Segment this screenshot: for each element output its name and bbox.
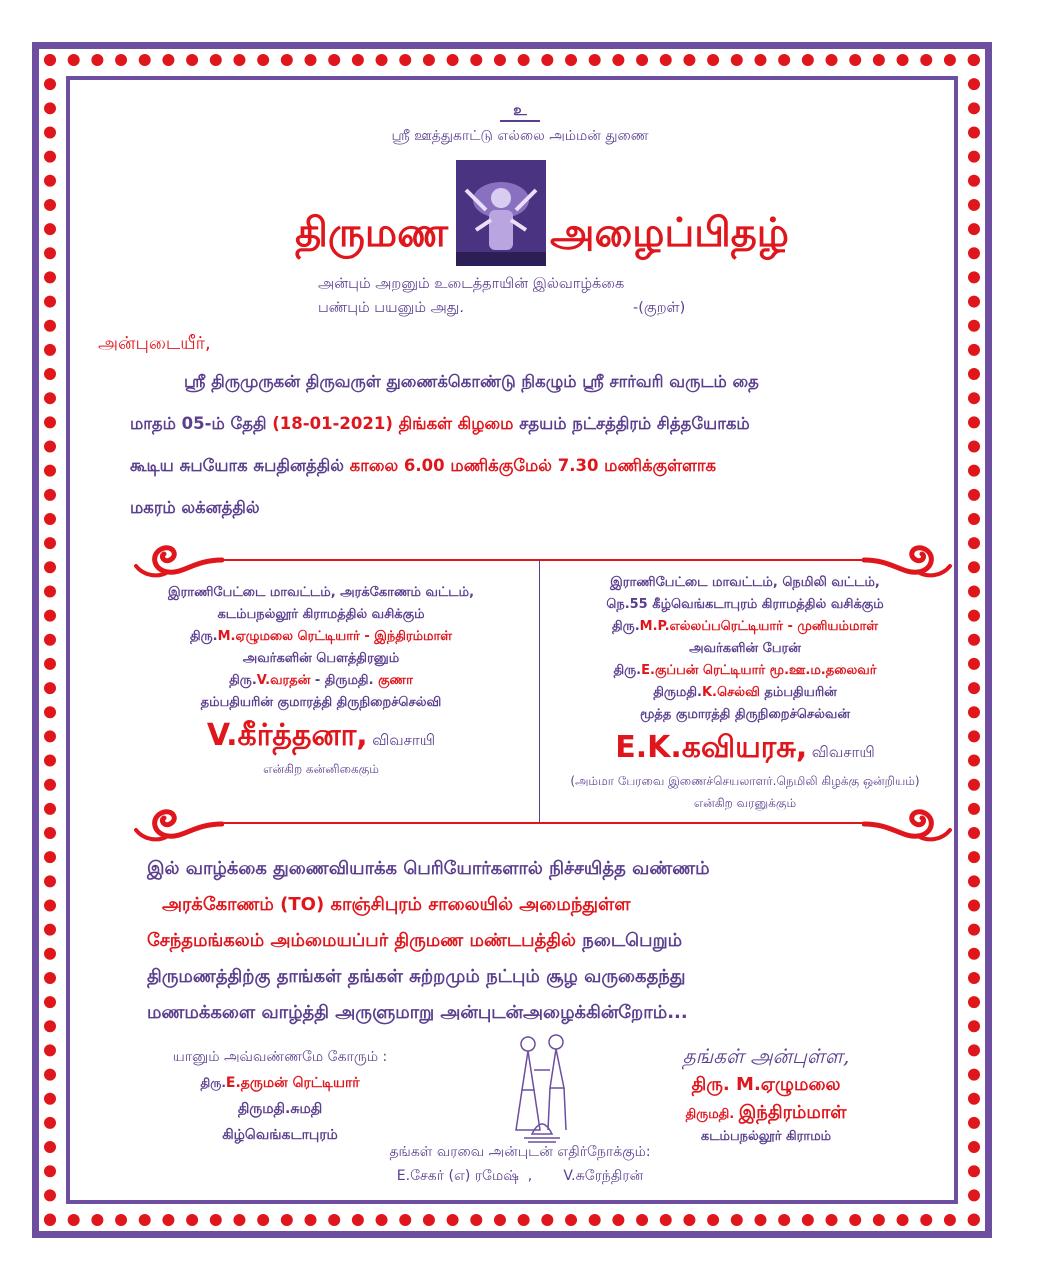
- bride-details: இராணிபேட்டை மாவட்டம், அரக்கோணம் வட்டம், கடம்பநல்லூர் கிராமத்தில் வசிக்கும் திரு.M.ஏழுமலை ரெட்டியார் - இந்திரம்மாள் அவர்களின் பௌத்திரனும் திரு.V.வரதன் - திருமதி. குணா தம்பதியரின் குமாரத்தி திருநிறைச்செல்வி V.கீர்த்தனா, விவசாயி என்கிற கன்னிகைகும்: [167, 585, 475, 776]
- wedding-time: காலை 6.00 மணிக்குமேல் 7.30 மணிக்குள்ளாக: [349, 456, 717, 475]
- kural-source: -(குறள்): [633, 300, 686, 316]
- groom-details: இராணிபேட்டை மாவட்டம், நெமிலி வட்டம், நெ.55 கீழ்வெங்கடாபுரம் கிராமத்தில் வசிக்கும் திரு.M.P.எல்லப்பரெட்டியார் - முனியம்மாள் அவர்களின் பேரன் திரு.E.குப்பன் ரெட்டியார் மூ.ஊ.ம.தலைவர் திருமதி.K.செல்வி தம்பதியரின் மூத்த குமாரத்தி திருநிறைச்செல்வன் E.K.கவியரசு, விவசாயி (அம்மா பேரவை இணைச்செயலாளர்.நெமிலி கிழக்கு ஒன்றியம்) என்கிற வரனுக்கும்: [570, 575, 920, 810]
- intro-line-3: கூடிய சுபயோக சுபதினத்தில் காலை 6.00 மணிக்குமேல் 7.30 மணிக்குள்ளாக: [130, 456, 717, 475]
- intro-line-1: ஸ்ரீ திருமுருகன் திருவருள் துணைக்கொண்டு நிகழும் ஸ்ரீ சார்வரி வருடம் தை: [184, 372, 759, 391]
- couple-illustration-icon: [494, 1030, 590, 1150]
- kural-line-1: அன்பும் அறனும் உடைத்தாயின் இல்வாழ்க்கை: [318, 276, 625, 292]
- greeting: அன்புடையீர்,: [98, 333, 211, 354]
- om-symbol: உ: [500, 100, 540, 122]
- footer-right: தங்கள் அன்புள்ள, திரு. M.ஏழுமலை திருமதி. இந்திரம்மாள் கடம்பநல்லூர் கிராமம்: [682, 1044, 850, 1144]
- divider-top: [214, 559, 870, 561]
- deity-line: ஸ்ரீ ஊத்துகாட்டு எல்லை அம்மன் துணை: [391, 128, 649, 144]
- intro-line-2: மாதம் 05-ம் தேதி (18-01-2021) திங்கள் கிழமை சதயம் நட்சத்திரம் சித்தயோகம்: [130, 414, 750, 433]
- venue: சேந்தமங்கலம் அம்மையப்பர் திருமண மண்டபத்தில்: [147, 930, 576, 951]
- intro-line-4: மகரம் லக்னத்தில்: [130, 498, 260, 517]
- title-left: திருமண: [295, 210, 448, 256]
- wedding-date: (18-01-2021) திங்கள் கிழமை: [272, 414, 514, 433]
- invitation-line-3: சேந்தமங்கலம் அம்மையப்பர் திருமண மண்டபத்தில் நடைபெறும்: [147, 930, 683, 951]
- deity-photo-icon: [456, 160, 546, 266]
- invitation-line-1: இல் வாழ்க்கை துணைவியாக்க பெரியோர்களால் நிச்சயித்த வண்ணம்: [147, 858, 710, 879]
- invitation-line-5: மணமக்களை வாழ்த்தி அருளுமாறு அன்புடன்அழைக்கின்றோம்...: [147, 1002, 688, 1023]
- invitation-line-4: திருமணத்திற்கு தாங்கள் தங்கள் சுற்றமும் நட்பும் சூழ வருகைதந்து: [147, 966, 686, 987]
- divider-bottom: [214, 822, 870, 824]
- invitation-line-2: அரக்கோணம் (TO) காஞ்சிபுரம் சாலையில் அமைந்துள்ள: [162, 894, 631, 915]
- bride-name: V.கீர்த்தனா,: [206, 718, 368, 753]
- scroll-ornament-icon: [134, 538, 224, 584]
- footer-center: தங்கள் வரவை அன்புடன் எதிர்நோக்கும்: E.சேகர் (எ) ரமேஷ் , V.சுரேந்திரன்: [389, 1144, 651, 1184]
- title-right: அழைப்பிதழ்: [550, 210, 789, 256]
- scroll-ornament-icon: [862, 802, 952, 848]
- kural-line-2: பண்பும் பயனும் அது.: [318, 300, 464, 316]
- groom-name: E.K.கவியரசு,: [615, 730, 808, 765]
- footer-left: யானும் அவ்வண்ணமே கோரும் : திரு.E.தருமன் ரெட்டியார் திருமதி.சுமதி கிழ்வெங்கடாபுரம்: [172, 1049, 388, 1143]
- divider-vertical: [539, 560, 540, 822]
- scroll-ornament-icon: [134, 802, 224, 848]
